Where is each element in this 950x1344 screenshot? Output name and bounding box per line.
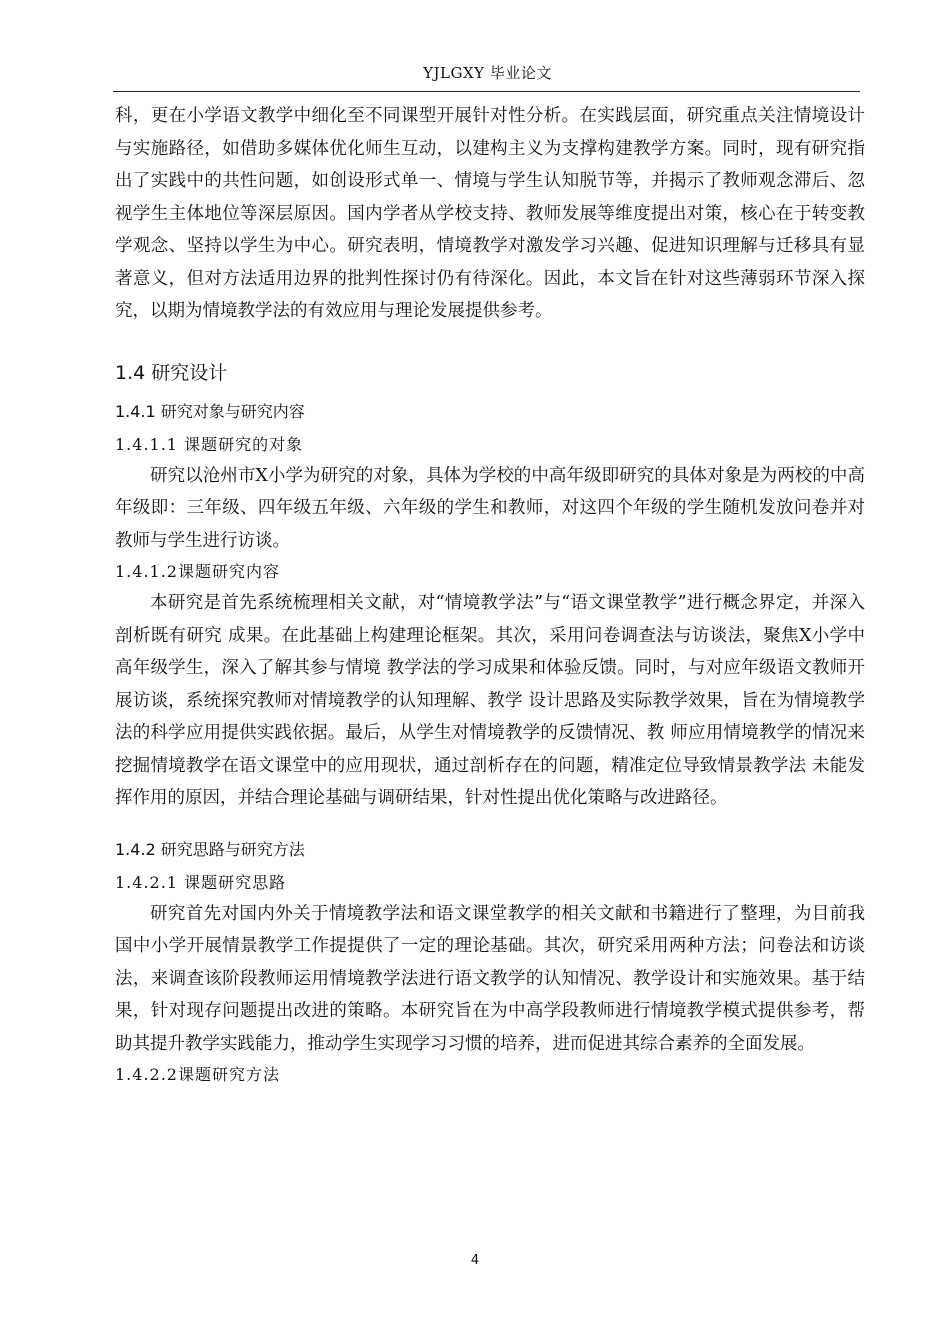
header-divider	[113, 91, 860, 92]
section-heading-1-4: 1.4 研究设计	[115, 361, 228, 384]
heading-1-4-1-1: 1.4.1.1 课题研究的对象	[115, 434, 304, 454]
paragraph-1-4-2-1: 研究首先对国内外关于情境教学法和语文课堂教学的相关文献和书籍进行了整理，为目前我国中小学开展情景教学工作提提供了一定的理论基础。其次，研究采用两种方法；问卷法和访谈法，来调查该阶段教师运用情境教学法进行语文教学的认知情况、教学设计和实施效果。基于结果，针对现存问题提出改进的策略。本研究旨在为中高学段教师进行情境教学模式提供参考，帮助其提升教学实践能力，推动学生实现学习习惯的培养，进而促进其综合素养的全面发展。	[115, 903, 865, 1054]
paragraph-1-4-1-2: 本研究是首先系统梳理相关文献，对“情境教学法”与“语文课堂教学”进行概念界定，并深入剖析既有研究 成果。在此基础上构建理论框架。其次，采用问卷调查法与访谈法，聚焦X小学中高年级学生，深入了解其参与情境 教学法的学习成果和体验反馈。同时，与对应年级语文教师开展访谈，系统探究教师对情境教学的认知理解、教学 设计思路及实际教学效果，旨在为情境教学法的科学应用提供实践依据。最后，从学生对情境教学的反馈情况、教 师应用情境教学的情况来挖掘情境教学在语文课堂中的应用现状，通过剖析存在的问题，精准定位导致情景教学法 未能发挥作用的原因，并结合理论基础与调研结果，针对性提出优化策略与改进路径。	[115, 593, 865, 808]
section-heading-1-4-1: 1.4.1 研究对象与研究内容	[115, 401, 305, 421]
page-number: 4	[470, 1253, 480, 1268]
page-body	[115, 100, 865, 1090]
heading-1-4-2-2: 1.4.2.2课题研究方法	[115, 1065, 280, 1084]
paragraph-1-4-1-1: 研究以沧州市X小学为研究的对象，具体为学校的中高年级即研究的具体对象是为两校的中高年级即：三年级、四年级五年级、六年级的学生和教师，对这四个年级的学生随机发放问卷并对教师与学生进行访谈。	[115, 465, 865, 551]
heading-1-4-2-1: 1.4.2.1 课题研究思路	[115, 872, 287, 892]
heading-1-4-1-2: 1.4.1.2课题研究内容	[115, 562, 280, 581]
running-header: YJLGXY 毕业论文	[423, 64, 552, 82]
continued-paragraph: 科，更在小学语文教学中细化至不同课型开展针对性分析。在实践层面，研究重点关注情境设计与实施路径，如借助多媒体优化师生互动，以建构主义为支撑构建教学方案。同时，现有研究指出了实践中的共性问题，如创设形式单一、情境与学生认知脱节等，并揭示了教师观念滞后、忽视学生主体地位等深层原因。国内学者从学校支持、教师发展等维度提出对策，核心在于转变教学观念、坚持以学生为中心。研究表明，情境教学对激发学习兴趣、促进知识理解与迁移具有显著意义，但对方法适用边界的批判性探讨仍有待深化。因此，本文旨在针对这些薄弱环节深入探究，以期为情境教学法的有效应用与理论发展提供参考。	[115, 106, 865, 321]
section-heading-1-4-2: 1.4.2 研究思路与研究方法	[115, 839, 305, 859]
